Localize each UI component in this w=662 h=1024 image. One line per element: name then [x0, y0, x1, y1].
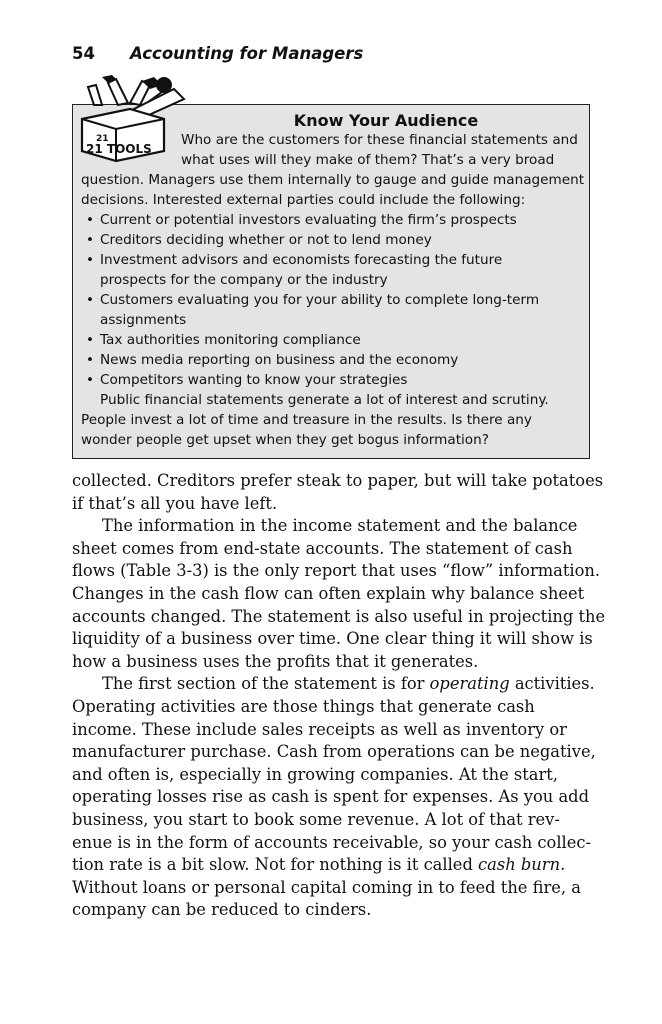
svg-text:21: 21: [96, 134, 109, 144]
body-line: Changes in the cash flow can often explain why balance sheet: [72, 584, 585, 603]
body-line: flows (Table 3-3) is the only report that uses “flow” information.: [72, 561, 601, 581]
body-line: The information in the income statement and the balance: [102, 516, 578, 536]
body-line: income. These include sales receipts as well as inventory or: [72, 719, 567, 739]
book-title: Accounting for Managers: [130, 44, 364, 63]
body-line: sheet comes from end-state accounts. The statement of cash: [72, 538, 573, 558]
emphasis-cash-burn: cash burn.: [478, 855, 566, 875]
body-line: collected. Creditors prefer steak to paper, but will take potatoes: [72, 471, 604, 490]
sidebar-intro-line: question. Managers use them internally to gauge and guide management: [81, 172, 585, 188]
body-line: and often is, especially in growing companies. At the start,: [72, 764, 558, 784]
sidebar-intro-line: Who are the customers for these financial statements and: [181, 132, 578, 148]
body-line: operating losses rise as cash is spent for expenses. As you add: [72, 787, 590, 807]
sidebar-box: [72, 104, 590, 459]
list-item-continuation: assignments: [100, 312, 187, 328]
body-line: manufacturer purchase. Cash from operations can be negative,: [72, 742, 596, 762]
sidebar-intro-line: what uses will they make of them? That’s a very broad: [181, 152, 555, 168]
sidebar-intro-line: decisions. Interested external parties could include the following:: [81, 192, 526, 208]
svg-text:21 TOOLS: 21 TOOLS: [86, 142, 152, 156]
list-item-continuation: prospects for the company or the industry: [100, 272, 388, 288]
sidebar-closing-line: People invest a lot of time and treasure in the results. Is there any: [81, 412, 532, 428]
sidebar-closing-line: wonder people get upset when they get bogus information?: [81, 432, 489, 448]
emphasis-operating: operating: [429, 674, 510, 694]
body-line: tion rate is a bit slow. Not for nothing is it called cash burn.: [72, 855, 566, 875]
sidebar-text: Who are the customers for these financial statements and what uses will they make of them? That’s a very broad question. Managers use them internally to gauge and guide management decisions. Interested external parties could include the following: • Current or potential investors evaluating the firm’s prospects • Creditors deciding whether or not to lend money • Investment advisors and economists forecasting the future prospects for the company or the industry • Customers evaluating you for your ability to complete long-term assignments • Tax authorities monitoring compliance • News media reporting on business and the economy • Competitors wanting to know your strategies Public financial statements generate a lot of interest and scrutiny. People invest a lot of time and treasure in the results. Is there any wonder people get upset when they get bogus information?: [81, 132, 585, 448]
body-line: company can be reduced to cinders.: [72, 900, 372, 920]
running-header: [72, 44, 363, 63]
body-line: Without loans or personal capital coming in to feed the fire, a: [72, 877, 581, 897]
sidebar-title: Know Your Audience: [293, 111, 479, 130]
body-line: how a business uses the profits that it generates.: [72, 651, 479, 671]
body-line: liquidity of a business over time. One clear thing it will show is: [72, 629, 593, 649]
page-number: 54: [72, 44, 95, 63]
body-line: if that’s all you have left.: [72, 493, 278, 513]
body-line: enue is in the form of accounts receivable, so your cash collec-: [72, 832, 591, 852]
sidebar-closing-line: Public financial statements generate a lot of interest and scrutiny.: [100, 392, 549, 408]
body-line: accounts changed. The statement is also useful in projecting the: [72, 606, 606, 626]
body-line: The first section of the statement is for operating activities.: [102, 674, 595, 694]
body-line: business, you start to book some revenue. A lot of that rev-: [72, 810, 560, 829]
body-line: Operating activities are those things that generate cash: [72, 697, 535, 716]
